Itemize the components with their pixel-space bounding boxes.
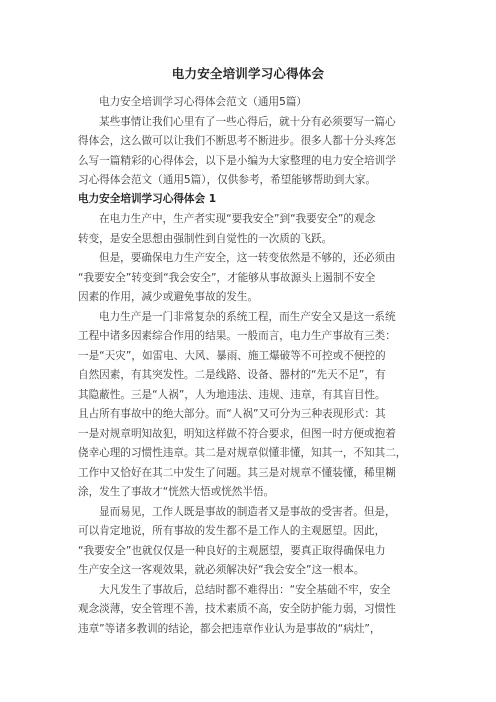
- paragraph-line: “我要安全”也就仅仅是一种良好的主观愿望，要真正取得确保电力: [78, 545, 386, 557]
- paragraph-line: 显而易见，工作人既是事故的制造者又是事故的受害者。但是，: [99, 506, 396, 518]
- paragraph-line: 习心得体会范文（通用5篇），仅供参考，希望能够帮助到大家。: [78, 174, 377, 186]
- paragraph-line: 么写一篇精彩的心得体会，以下是小编为大家整理的电力安全培训学: [78, 155, 396, 167]
- paragraph-line: 其隐蔽性。三是“人祸”，人为地违法、违规、违章，有其盲目性。: [78, 389, 386, 401]
- paragraph-line: 大凡发生了事故后，总结时都不难得出：“安全基础不牢，安全: [99, 584, 391, 596]
- document-title: 电力安全培训学习心得体会: [171, 66, 325, 81]
- paragraph-line: 一是“天灾”，如雷电、大风、暴雨、施工爆破等不可控或不便控的: [78, 350, 386, 362]
- paragraph-line: 涂，发生了事故才“恍然大悟或恍然半悟。: [78, 486, 275, 498]
- paragraph-line: 工程中诸多因素综合作用的结果。一般而言，电力生产事故有三类：: [78, 330, 396, 342]
- paragraph-line: 侥幸心理的习惯性违章。其二是对规章似懂非懂，知其一，不知其二，: [78, 447, 407, 459]
- paragraph-line: 生产安全这一客观效果，就必须解决好“我会安全”这一根本。: [78, 564, 365, 576]
- paragraph-line: 得体会，这么做可以让我们不断思考不断进步。很多人都十分头疼怎: [78, 135, 396, 147]
- intro-heading: 电力安全培训学习心得体会范文（通用5篇）: [99, 96, 308, 108]
- paragraph-line: 电力生产是一门非常复杂的系统工程，而生产安全又是这一系统: [99, 311, 396, 323]
- paragraph-line: 且占所有事故中的绝大部分。而“人祸”又可分为三种表现形式：其: [78, 408, 386, 420]
- paragraph-line: 在电力生产中，生产者实现“要我安全”到“我要安全”的观念: [99, 213, 376, 225]
- paragraph-line: 自然因素，有其突发性。二是线路、设备、器材的“先天不足”，有: [78, 369, 386, 381]
- paragraph-line: 某些事情让我们心里有了一些心得后，就十分有必须要写一篇心: [99, 116, 396, 128]
- paragraph-line: “我要安全”转变到“我会安全”，才能够从事故源头上遏制不安全: [78, 272, 376, 284]
- paragraph-line: 违章”等诸多教训的结论，都会把违章作业认为是事故的“病灶”，: [78, 623, 381, 635]
- paragraph-line: 一是对规章明知故犯，明知这样做不符合要求，但图一时方便或抱着: [78, 428, 396, 440]
- paragraph-line: 但是，要确保电力生产安全，这一转变依然是不够的，还必须由: [99, 252, 396, 264]
- paragraph-line: 因素的作用，减少或避免事故的发生。: [78, 291, 259, 303]
- paragraph-line: 可以肯定地说，所有事故的发生都不是工作人的主观愿望。因此，: [78, 525, 386, 537]
- paragraph-line: 转变，是安全思想由强制性到自觉性的一次质的飞跃。: [78, 233, 333, 245]
- paragraph-line: 观念淡薄，安全管理不善，技术素质不高，安全防护能力弱，习惯性: [78, 603, 396, 615]
- paragraph-line: 工作中又恰好在其二中发生了问题。其三是对规章不懂装懂，稀里糊: [78, 467, 396, 479]
- section-heading: 电力安全培训学习心得体会 1: [78, 193, 217, 205]
